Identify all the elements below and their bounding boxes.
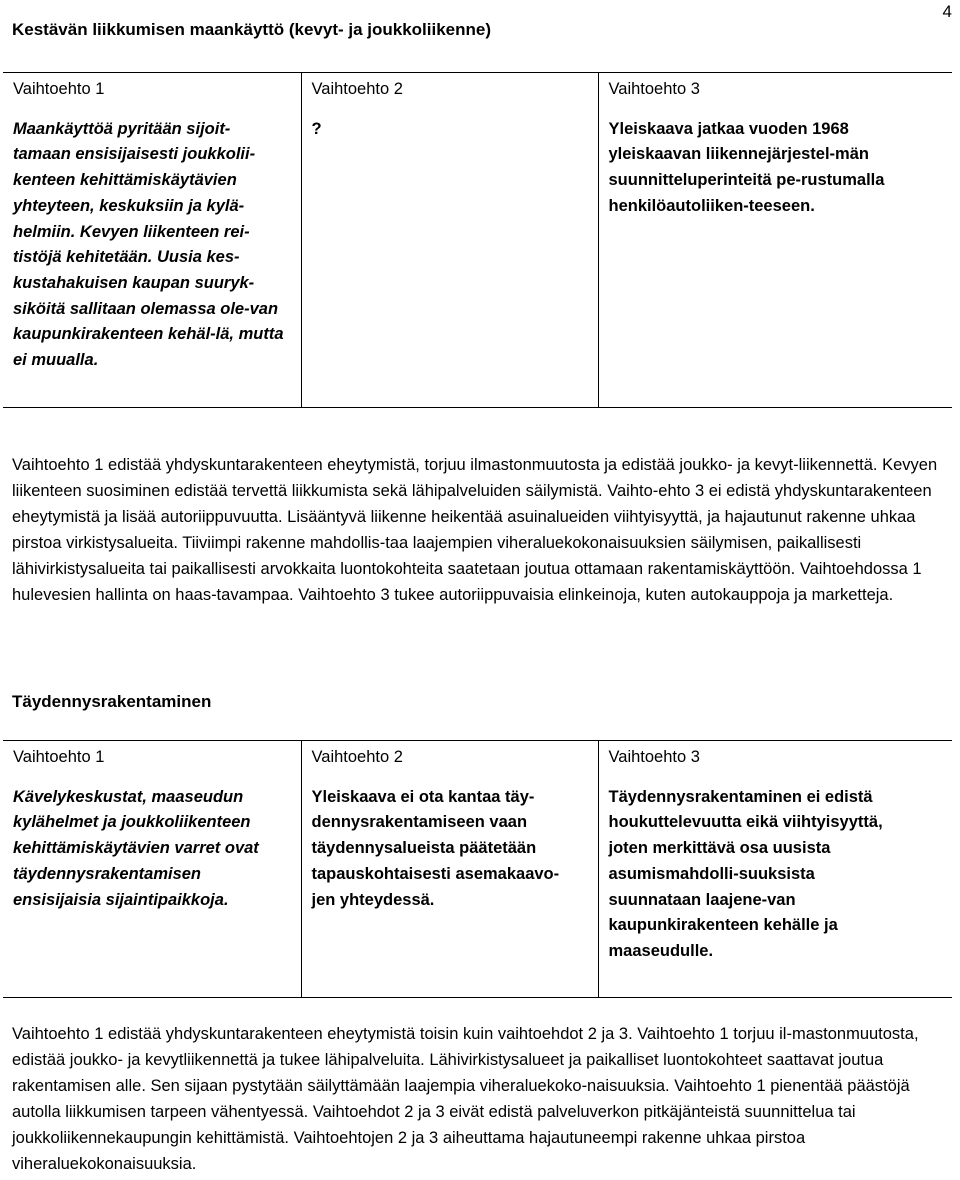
option-title: Vaihtoehto 3	[608, 80, 700, 98]
options-table-mobility	[3, 72, 952, 408]
option-title: Vaihtoehto 2	[311, 748, 403, 766]
options-table-infill	[3, 740, 952, 998]
option-title: Vaihtoehto 1	[13, 748, 105, 766]
option-cell-1	[3, 741, 301, 998]
option-description: ?	[311, 119, 322, 138]
option-description: Maankäyttöä pyritään sijoit-tamaan ensisijaisesti joukkolii-kenteen kehittämiskäytävien yhteyteen, keskuksiin ja kylä-helmiin. Kevyen liikenteen rei-tistöjä kehitetään. Uusia kes-kustahakuisen kaupan suuryk-siköitä sallitaan olemassa ole-van kaupunkirakenteen kehäl-lä, mutta ei muualla.	[13, 119, 284, 370]
option-cell-2	[301, 741, 598, 998]
option-cell-3	[598, 741, 952, 998]
option-title: Vaihtoehto 3	[608, 748, 700, 766]
assessment-paragraph-mobility: Vaihtoehto 1 edistää yhdyskuntarakenteen eheytymistä, torjuu ilmastonmuutosta ja edistää joukko- ja kevyt-liikennettä. Kevyen liikenteen suosiminen edistää tervettä liikkumista sekä lähipalveluiden säilymistä. Vaihto-ehto 3 ei edistä yhdyskuntarakenteen eheytymistä ja lisää autoriippuvuutta. Lisääntyvä liikenne heikentää asuinalueiden viihtyisyyttä, ja hajautunut rakenne uhkaa pirstoa virkistysalueita. Tiiviimpi rakenne mahdollis-taa laajempien viheraluekokonaisuuksien säilymisen, paikallisesti lähivirkistysalueita tai paikallisesti arvokkaita luontokohteita saatetaan joutua ottamaan rakentamiskäyttöön. Vaihtoehdossa 1 hulevesien hallinta on haas-tavampaa. Vaihtoehto 3 tukee autoriippuvaisia elinkeinoja, kuten autokauppoja ja marketteja.	[12, 456, 938, 604]
option-title: Vaihtoehto 2	[311, 80, 403, 98]
option-title: Vaihtoehto 1	[13, 80, 105, 98]
option-cell-1	[3, 73, 301, 408]
option-cell-2	[301, 73, 598, 408]
section-heading-sustainable-mobility: Kestävän liikkumisen maankäyttö (kevyt- ja joukkoliikenne)	[12, 20, 492, 39]
option-description: Täydennysrakentaminen ei edistä houkuttelevuutta eikä viihtyisyyttä, joten merkittävä osa uusista asumismahdolli-suuksista suunnataan laajene-van kaupunkirakenteen kehälle ja maaseudulle.	[608, 787, 883, 960]
option-cell-3	[598, 73, 952, 408]
assessment-paragraph-infill: Vaihtoehto 1 edistää yhdyskuntarakenteen eheytymistä toisin kuin vaihtoehdot 2 ja 3. Vaihtoehto 1 torjuu il-mastonmuutosta, edistää joukko- ja kevytliikennettä ja tukee lähipalveluita. Lähivirkistysalueet ja paikalliset luontokohteet saattavat joutua rakentamisen alle. Sen sijaan pystytään säilyttämään laajempia viheraluekoko-naisuuksia. Vaihtoehto 1 pienentää päästöjä autolla liikkumisen tarpeen vähentyessä. Vaihtoehdot 2 ja 3 eivät edistä palveluverkon pitkäjänteistä suunnittelua tai joukkoliikennekaupungin kehittämistä. Vaihtoehtojen 2 ja 3 aiheuttama hajautuneempi rakenne uhkaa pirstoa viheraluekokonaisuuksia.	[12, 1025, 919, 1173]
page-number: 4	[942, 2, 952, 21]
option-description: Yleiskaava jatkaa vuoden 1968 yleiskaavan liikennejärjestel-män suunnitteluperinteitä pe-rustumalla henkilöautoliiken-teeseen.	[608, 119, 885, 215]
option-description: Kävelykeskustat, maaseudun kylähelmet ja joukkoliikenteen kehittämiskäytävien varret ovat täydennysrakentamisen ensisijaisia sijaintipaikkoja.	[13, 787, 259, 909]
section-heading-infill: Täydennysrakentaminen	[12, 692, 212, 711]
option-description: Yleiskaava ei ota kantaa täy-dennysrakentamiseen vaan täydennysalueista päätetään tapauskohtaisesti asemakaavo-jen yhteydessä.	[311, 787, 560, 909]
